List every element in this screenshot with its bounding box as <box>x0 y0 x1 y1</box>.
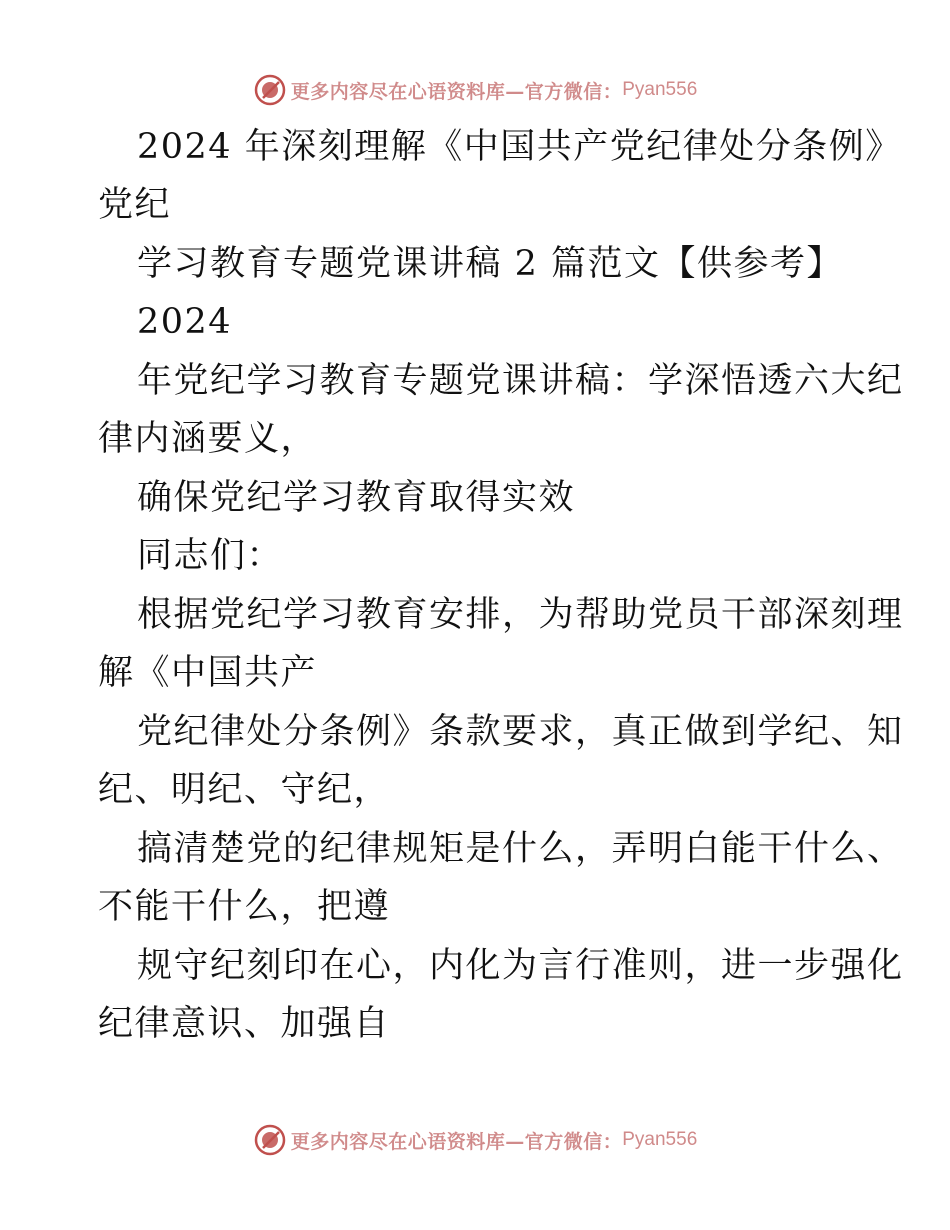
heading-line-3: 确保党纪学习教育取得实效 <box>137 478 576 518</box>
watermark-text: 更多内容尽在心语资料库—官方微信： <box>290 1130 623 1153</box>
body-line: 解《中国共产 <box>98 653 318 693</box>
title-line-1: 2024 年深刻理解《中国共产党纪律处分条例》 <box>137 127 902 167</box>
body-line: 纪律意识、加强自 <box>98 1004 391 1044</box>
heading-line-2: 律内涵要义， <box>98 419 318 459</box>
body-line: 根据党纪学习教育安排，为帮助党员干部深刻理 <box>137 595 904 635</box>
footer-watermark <box>0 1120 950 1160</box>
greeting-line: 同志们： <box>137 536 284 576</box>
body-line: 纪、明纪、守纪， <box>98 770 391 810</box>
heading-line-1: 年党纪学习教育专题党课讲稿：学深悟透六大纪 <box>137 361 904 401</box>
body-line: 不能干什么，把遵 <box>98 887 391 927</box>
watermark-id: Pyan556 <box>622 1129 698 1150</box>
header-watermark <box>0 70 950 110</box>
watermark-text: 更多内容尽在心语资料库—官方微信： <box>290 80 623 103</box>
body-line: 党纪律处分条例》条款要求，真正做到学纪、知 <box>137 712 904 752</box>
body-line: 搞清楚党的纪律规矩是什么，弄明白能干什么、 <box>137 829 904 869</box>
watermark-id: Pyan556 <box>622 79 698 100</box>
logo-icon <box>253 73 287 107</box>
year-line: 2024 <box>137 302 233 342</box>
logo-icon <box>253 1123 287 1157</box>
title-line-2: 党纪 <box>98 185 172 225</box>
subtitle-line: 学习教育专题党课讲稿 2 篇范文【供参考】 <box>137 244 844 284</box>
body-line: 规守纪刻印在心，内化为言行准则，进一步强化 <box>137 946 904 986</box>
